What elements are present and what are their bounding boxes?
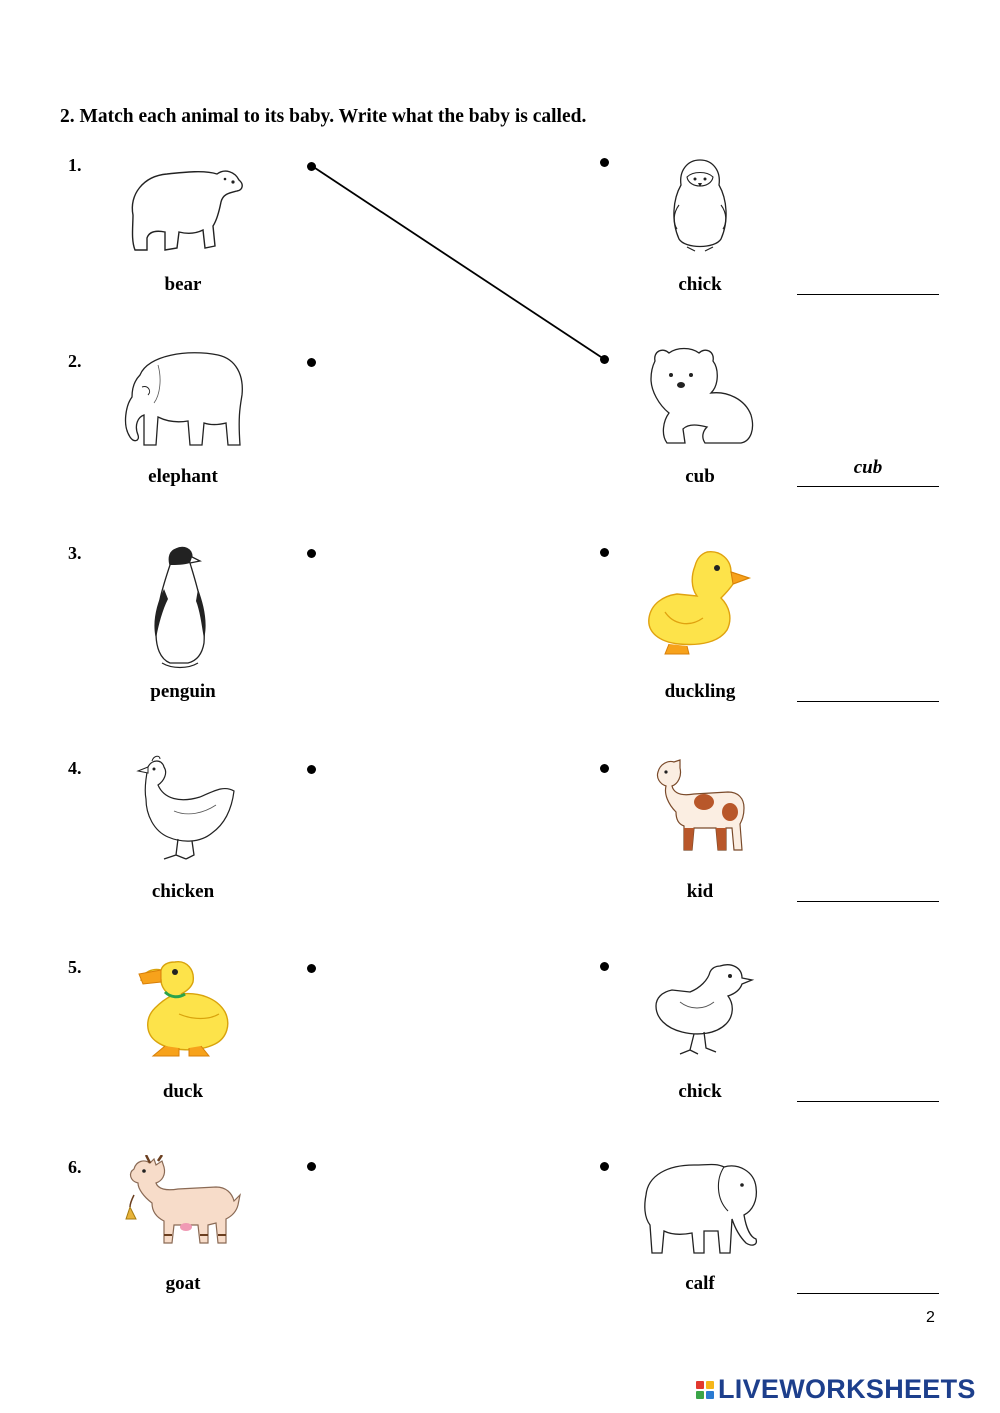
animal-label: duck — [162, 1081, 204, 1102]
penguin-chick-icon — [665, 155, 735, 255]
logo-icon — [696, 1381, 714, 1399]
baby-label: cub — [685, 466, 715, 487]
animal-label: goat — [165, 1273, 201, 1294]
baby-match-dot[interactable] — [600, 962, 609, 971]
answer-blank[interactable] — [797, 1101, 939, 1102]
row-number: 1. — [68, 155, 82, 175]
baby-match-dot[interactable] — [600, 158, 609, 167]
animal-label: chicken — [151, 881, 215, 902]
answer-blank[interactable] — [797, 486, 939, 487]
baby-label: chick — [678, 274, 722, 295]
row-number: 3. — [68, 543, 82, 563]
animal-match-dot[interactable] — [307, 765, 316, 774]
animal-match-dot[interactable] — [307, 964, 316, 973]
elephant-calf-icon — [638, 1155, 763, 1260]
chicken-chick-icon — [650, 958, 756, 1060]
animal-match-dot[interactable] — [307, 358, 316, 367]
hen-icon — [128, 755, 240, 863]
goat-kid-icon — [652, 758, 750, 856]
bear-icon — [125, 160, 245, 255]
row-number: 2. — [68, 351, 82, 371]
answer-text: cub — [853, 457, 883, 478]
answer-blank[interactable] — [797, 901, 939, 902]
baby-match-dot[interactable] — [600, 548, 609, 557]
bear-cub-icon — [645, 345, 760, 450]
answer-blank[interactable] — [797, 701, 939, 702]
elephant-icon — [118, 345, 248, 450]
duck-icon — [135, 958, 233, 1064]
animal-label: elephant — [148, 466, 218, 487]
baby-label: kid — [686, 881, 714, 902]
animal-match-dot[interactable] — [307, 1162, 316, 1171]
baby-label: calf — [685, 1273, 715, 1294]
baby-match-dot[interactable] — [600, 355, 609, 364]
penguin-icon — [148, 543, 218, 671]
animal-match-dot[interactable] — [307, 549, 316, 558]
baby-label: duckling — [664, 681, 736, 702]
duckling-icon — [645, 548, 753, 660]
animal-match-dot[interactable] — [307, 162, 316, 171]
baby-match-dot[interactable] — [600, 1162, 609, 1171]
row-number: 5. — [68, 957, 82, 977]
baby-label: chick — [678, 1081, 722, 1102]
row-number: 4. — [68, 758, 82, 778]
row-number: 6. — [68, 1157, 82, 1177]
animal-label: penguin — [150, 681, 216, 702]
animal-label: bear — [164, 274, 202, 295]
baby-match-dot[interactable] — [600, 764, 609, 773]
instruction-heading: 2. Match each animal to its baby. Write what the baby is called. — [60, 106, 587, 127]
page-number: 2 — [926, 1309, 935, 1326]
answer-blank[interactable] — [797, 294, 939, 295]
liveworksheets-logo[interactable] — [696, 1374, 976, 1405]
goat-icon — [122, 1155, 242, 1253]
logo-text: LIVEWORKSHEETS — [718, 1374, 976, 1404]
answer-blank[interactable] — [797, 1293, 939, 1294]
